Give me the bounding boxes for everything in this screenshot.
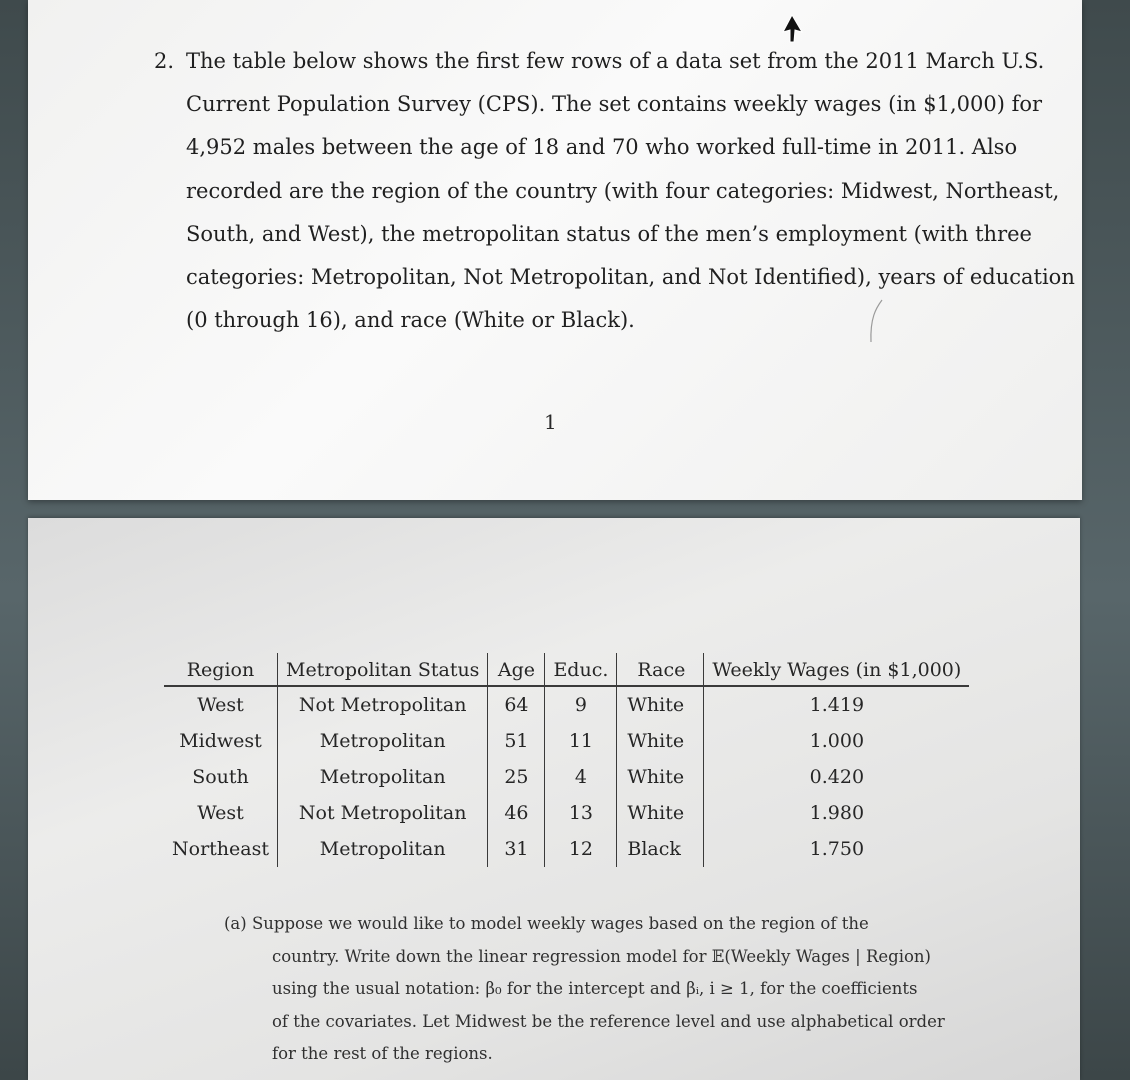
part-a-line-4: of the covariates. Let Midwest be the reference level and use alphabetical order: [272, 1011, 945, 1031]
problem-line-2: Current Population Survey (CPS). The set contains weekly wages (in $1,000) for: [186, 92, 1043, 117]
cell-weekly-wages: 1.000: [809, 730, 865, 752]
cell-age: 25: [488, 759, 545, 795]
problem-line-7: (0 through 16), and race (White or Black).: [186, 308, 635, 333]
header-region: Region: [164, 653, 277, 686]
cell-educ: 11: [545, 723, 617, 759]
header-weekly-wages: Weekly Wages (in $1,000): [704, 653, 969, 686]
cell-educ: 4: [545, 759, 617, 795]
cell-metro-status: Not Metropolitan: [277, 686, 487, 723]
table-row: [164, 831, 969, 867]
cell-weekly-wages: 0.420: [809, 766, 865, 788]
cell-race: White: [617, 795, 704, 831]
part-a-line-3: using the usual notation: β₀ for the intercept and βᵢ, i ≥ 1, for the coefficients: [272, 979, 918, 999]
problem-line-4: recorded are the region of the country (with four categories: Midwest, Northeast,: [186, 178, 1060, 203]
table-row: [164, 686, 969, 723]
part-a-question: [224, 908, 945, 1071]
cell-region: West: [164, 686, 277, 723]
cell-region: West: [164, 795, 277, 831]
cell-region: Midwest: [164, 723, 277, 759]
problem-line-5: South, and West), the metropolitan status of the men’s employment (with three: [186, 221, 1032, 246]
cps-data-table: [164, 653, 969, 867]
table-row: [164, 759, 969, 795]
header-metro-status: Metropolitan Status: [277, 653, 487, 686]
mouse-cursor-icon: [782, 14, 804, 44]
table-header-row: [164, 653, 969, 686]
cell-metro-status: Not Metropolitan: [277, 795, 487, 831]
cell-metro-status: Metropolitan: [277, 723, 487, 759]
page-number: 1: [544, 410, 557, 434]
cell-educ: 13: [545, 795, 617, 831]
cell-age: 51: [488, 723, 545, 759]
cell-metro-status: Metropolitan: [277, 759, 487, 795]
header-educ: Educ.: [545, 653, 617, 686]
document-page-1: [28, 0, 1082, 500]
part-a-line-1: (a) Suppose we would like to model weekly wages based on the region of the: [224, 914, 869, 933]
table-row: [164, 723, 969, 759]
cell-race: White: [617, 759, 704, 795]
cell-race: White: [617, 723, 704, 759]
cell-region: South: [164, 759, 277, 795]
problem-line-6: categories: Metropolitan, Not Metropolitan, and Not Identified), years of education: [186, 265, 1075, 290]
header-race: Race: [617, 653, 704, 686]
part-a-line-2: country. Write down the linear regression model for 𝔼(Weekly Wages | Region): [272, 946, 931, 966]
cell-weekly-wages: 1.419: [809, 694, 865, 716]
part-a-line-5: for the rest of the regions.: [272, 1044, 493, 1064]
header-age: Age: [488, 653, 545, 686]
pen-mark: [866, 298, 886, 344]
cell-region: Northeast: [164, 831, 277, 867]
cell-age: 64: [488, 686, 545, 723]
cell-educ: 9: [545, 686, 617, 723]
document-page-2: [28, 518, 1080, 1080]
table-row: [164, 795, 969, 831]
problem-line-3: 4,952 males between the age of 18 and 70 who worked full-time in 2011. Also: [186, 135, 1018, 160]
problem-line-1: 2. The table below shows the first few rows of a data set from the 2011 March U.S.: [154, 40, 1004, 83]
cell-age: 31: [488, 831, 545, 867]
cell-weekly-wages: 1.980: [809, 802, 865, 824]
cell-race: Black: [617, 831, 704, 867]
cell-age: 46: [488, 795, 545, 831]
cell-metro-status: Metropolitan: [277, 831, 487, 867]
cell-educ: 12: [545, 831, 617, 867]
cell-race: White: [617, 686, 704, 723]
cell-weekly-wages: 1.750: [809, 838, 865, 860]
problem-number: 2.: [154, 49, 175, 73]
